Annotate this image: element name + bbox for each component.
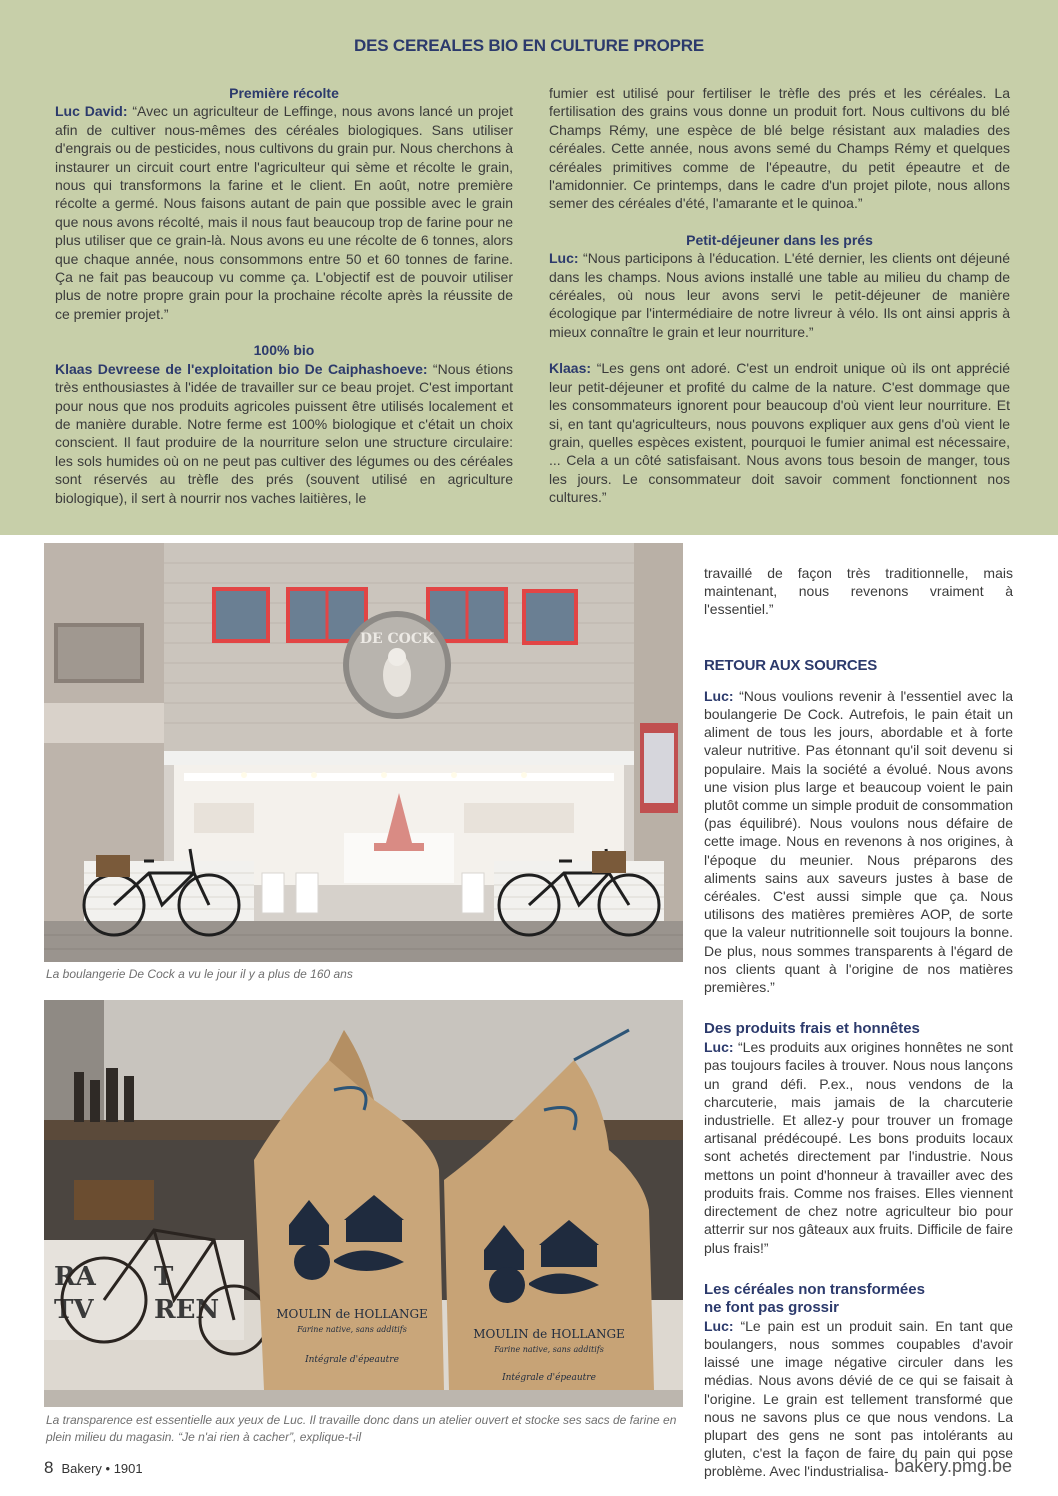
page-number: 8 [44, 1458, 54, 1477]
paragraph [549, 359, 1010, 506]
shop-sign-text: DE COCK [359, 631, 435, 647]
speaker-name: Klaas Devreese de l'exploitation bio De Caiphashoeve: [55, 360, 428, 377]
wall-lettering-1: RA [54, 1262, 96, 1292]
paragraph-text: “Les produits aux origines honnêtes ne sont pas toujours faciles à trouver. Nous nous lançons un grand défi. P.ex., nous vendons de la charcuterie, mais jamais de la charcuterie industrielle. Et allez-y pour trouver un fromage artisanal prédécoupé. Les bons produits locaux sont achetés directement par l'industrie. Nous mettons un point d'honneur à travailler avec des produits frais. Comme nos fraises. Elles viennent directement de chez notre agriculteur bio pour atterrir sur nos gâteaux aux fruits. Difficile de faire plus frais!” [704, 1039, 1013, 1256]
heading-produits-frais: Des produits frais et honnêtes [704, 1020, 920, 1038]
paragraph [549, 249, 1010, 341]
speaker-name: Klaas: [549, 360, 592, 377]
paragraph [55, 360, 513, 507]
paragraph-text: “Nous voulions revenir à l'essentiel avec la boulangerie De Cock. Autrefois, le pain était un aliment de tous les jours, abordable et à forte valeur nutritive. Pas étonnant qu'il soit devenu si populaire. Mais la société a évolué. Nous avons une vision plus large et beaucoup voient le pain plutôt comme un simple produit de consommation (pas équilibré). Nous voulons nous défaire de cette image. Nous en revenons à nos origines, à l'époque du meunier. Nous préparons des aliments sains aux saveurs justes à base de céréales. C'est aussi simple que ça. Nous utilisons des matières premières AOP, de sorte que la valeur nutritionnelle soit toujours la bonne. De plus, nous sommes transparents à l'égard de nos clients quant à l'origine de nos matières premières.” [704, 687, 1013, 996]
heading-cereales-line1: Les céréales non transformées [704, 1280, 925, 1298]
paragraph [55, 102, 513, 323]
paragraph-text: fumier est utilisé pour fertiliser le trèfle des prés et les céréales. La fertilisation des grains vous donne un produit fort. Nous cultivons du blé Champs Rémy, une espèce de blé belge résistant aux maladies des céréales. Cette année, nous avons semé du Champs Rémy et quelques céréales primitives comme de l'épeautre, du petit épeautre et de l'amidonnier. Ce printemps, dans le cadre d'un projet pilote, nous allons semer des céréales d'été, l'amarante et le quinoa.” [549, 85, 1010, 212]
website-link[interactable]: bakery.pmg.be [894, 1456, 1012, 1476]
bag1-tagline: Farine native, sans additifs [297, 1325, 407, 1334]
paragraph [704, 1038, 1013, 1256]
bag1-product: Intégrale d'épeautre [305, 1355, 399, 1365]
storefront-photo [44, 543, 683, 962]
paragraph [704, 687, 1013, 996]
flour-bags-photo [44, 1000, 683, 1407]
heading-retour-aux-sources: RETOUR AUX SOURCES [704, 656, 878, 674]
paragraph-text: travaillé de façon très traditionnelle, mais maintenant, nous revenons vraiment à l'essentiel.” [704, 565, 1013, 618]
speaker-name: Luc: [704, 687, 734, 704]
box-title: DES CEREALES BIO EN CULTURE PROPRE [354, 36, 704, 55]
paragraph-text: “Le pain est un produit sain. En tant que boulangers, nous sommes coupables d'avoir laissé une image négative circuler dans les médias. Nous avons dévié de ce qui se faisait à l'origine. Le grain est tellement transformé que nous ne savons plus ce que nous vendons. La plupart des gens ne sont pas intolérants au gluten, c'est la façon de faire du pain qui pose problème. Avec l'industrialisa- [704, 1317, 1013, 1480]
subheading-premiere-recolte: Première récolte [229, 85, 339, 101]
box-right-column [549, 84, 1010, 507]
bag2-product: Intégrale d'épeautre [502, 1373, 596, 1383]
sidebar-box [0, 0, 1058, 535]
paragraph-text: “Avec un agriculteur de Leffinge, nous avons lancé un projet afin de cultiver nous-mêmes des céréales biologiques. Sans utiliser d'engrais ou de pesticides, nous cultivons du grain pur. Nous cherchons à instaurer un circuit court entre l'agriculteur qui sème et récolte le grain, nous qui transformons la farine et le client. En août, notre première récolte a germé. Nous faisons autant de pain que possible avec le grain que nous avons récolté, mais il nous faut beaucoup trop de farine pour ne plus utiliser que ce grain-là. Nous avons eu une récolte de 6 tonnes, alors que chaque année, nous consommons entre 50 et 60 tonnes de farine. Ça ne fait pas beaucoup vu comme ça. L'objectif est de pouvoir utiliser plus de notre propre grain pour la prochaine récolte après la réussite de ce premier projet.” [55, 103, 513, 322]
speaker-name: Luc: [704, 1039, 734, 1056]
wall-lettering-3: TV [54, 1295, 94, 1325]
bag1-brand: MOULIN de HOLLANGE [276, 1307, 428, 1321]
wall-lettering-4: REN [154, 1295, 220, 1325]
subheading-petit-dejeuner: Petit-déjeuner dans les prés [686, 231, 873, 248]
subheading-100-bio: 100% bio [253, 342, 315, 359]
heading-cereales-line2: ne font pas grossir [704, 1298, 840, 1316]
wall-lettering-2: T [154, 1262, 174, 1292]
box-left-column [55, 84, 513, 507]
photo-caption-storefront: La boulangerie De Cock a vu le jour il y a plus de 160 ans [46, 967, 353, 981]
speaker-name: Luc David: [55, 103, 128, 120]
bag2-brand: MOULIN de HOLLANGE [473, 1327, 625, 1341]
speaker-name: Luc: [704, 1317, 734, 1334]
photo-caption-flour-bags: La transparence est essentielle aux yeux de Luc. Il travaille donc dans un atelier ouvert et stocke ses sacs de farine en plein milieu du magasin. “Je n'ai rien à cacher”, explique-t-il [46, 1413, 677, 1444]
bag2-tagline: Farine native, sans additifs [494, 1345, 604, 1354]
page-footer [44, 1458, 143, 1478]
right-text-column [704, 564, 1013, 1481]
publication-name: Bakery • 1901 [61, 1461, 143, 1476]
paragraph-text: “Nous participons à l'éducation. L'été dernier, les clients ont déjeuné dans les champs. Nous avions installé une table au milieu du champ de céréales, où nous leur avons servi le petit-déjeuner de manière écologique par l'intermédiaire de notre livreur à vélo. Ils ont ainsi appris à mieux connaître le grain et leur nourriture.” [549, 250, 1010, 340]
paragraph-text: “Les gens ont adoré. C'est un endroit unique où ils ont apprécié leur petit-déjeuner et profité du calme de la nature. C'est dommage que les consommateurs ignorent pour beaucoup d'où vient leur nourriture. Et si, en tant qu'agriculteurs, nous pouvons expliquer aux gens d'où vient le grain, quelles espèces existent, pourquoi le fumier animal est nécessaire, ... Cela a un côté satisfaisant. Nous avons tous besoin de manger, tous les jours. Le consommateur doit savoir comment fonctionnent nos cultures.” [549, 360, 1010, 506]
speaker-name: Luc: [549, 250, 579, 267]
paragraph-text: “Nous étions très enthousiastes à l'idée de travailler sur ce beau projet. C'est important pour nous que nos produits agricoles puissent être utilisés localement et de manière durable. Notre ferme est 100% biologique et c'était un choix conscient. Il faut produire de la nourriture selon une structure circulaire: les sols humides où on ne peut pas cultiver des légumes ou des céréales sont réservés au trèfle des prés (souvent utilisé en agriculture biologique), il sert à nourrir nos vaches laitières, le [55, 360, 514, 506]
